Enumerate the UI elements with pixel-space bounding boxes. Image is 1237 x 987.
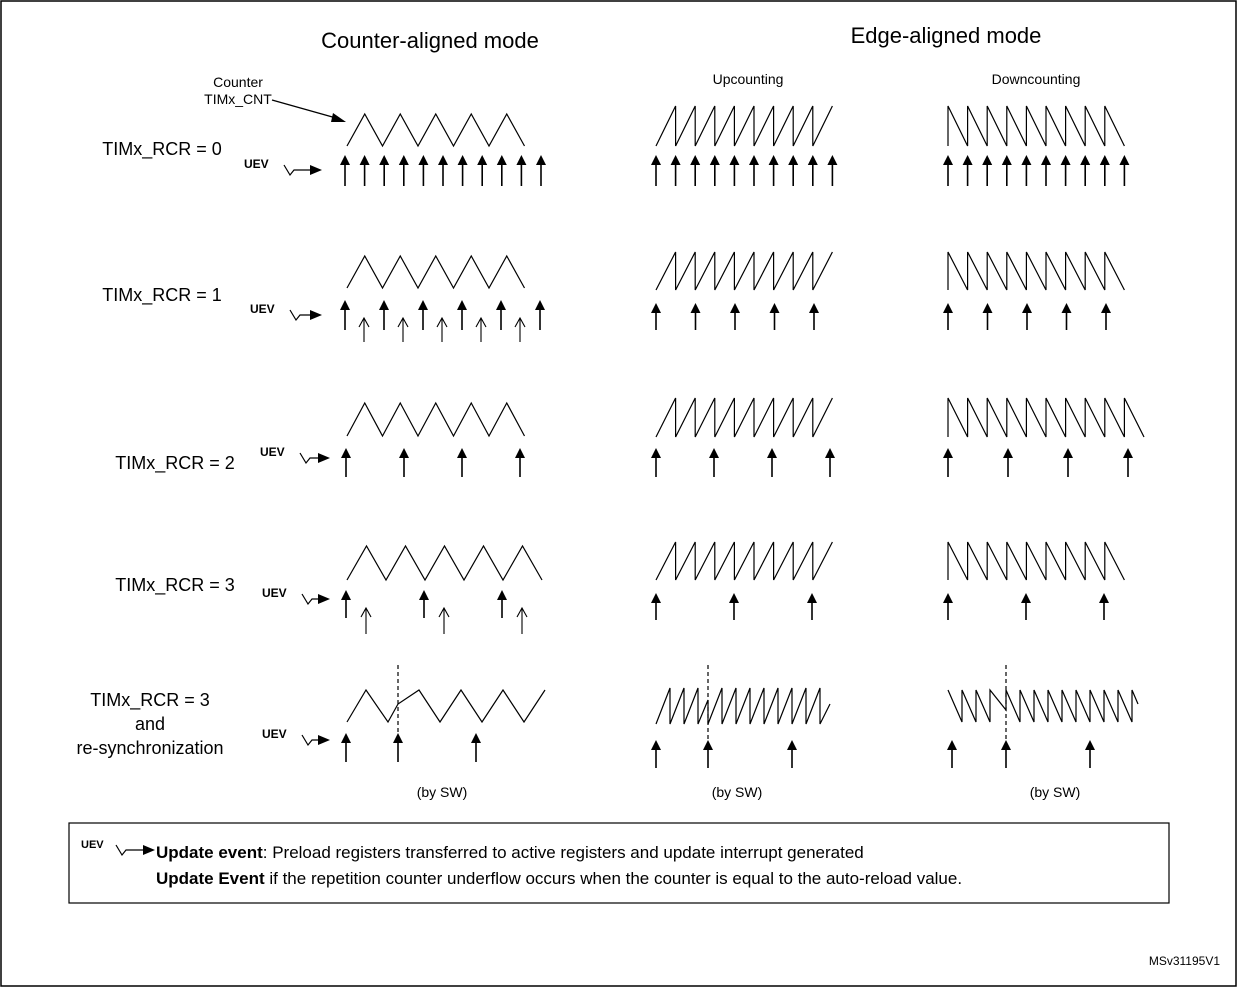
by-sw-label-up: (by SW) bbox=[711, 784, 763, 800]
uev-arrow-down-row0 bbox=[1041, 155, 1051, 186]
wave-up-row0 bbox=[656, 106, 832, 146]
wave-down-row0 bbox=[948, 106, 1124, 146]
uev-arrow-down-row3 bbox=[943, 593, 953, 620]
uev-arrow-up-row2 bbox=[767, 448, 777, 477]
uev-arrow-up-row0 bbox=[729, 155, 739, 186]
uev-arrow-center-row1 bbox=[457, 300, 467, 330]
uev-arrow-down-row1 bbox=[943, 303, 953, 330]
row-label-rcr1: TIMx_RCR = 1 bbox=[102, 285, 222, 305]
figure-id: MSv31195V1 bbox=[1148, 954, 1220, 968]
wave-center-row4 bbox=[347, 690, 545, 722]
uev-arrow-center-row1 bbox=[535, 300, 545, 330]
uev-arrow-up-row0 bbox=[710, 155, 720, 186]
uev-arrow-down-row4 bbox=[947, 740, 957, 768]
uev-arrow-up-row0 bbox=[788, 155, 798, 186]
wave-up-row3 bbox=[656, 542, 832, 580]
by-sw-label-down: (by SW) bbox=[1029, 784, 1081, 800]
counter-label-line2: TIMx_CNT bbox=[204, 91, 272, 107]
open-arrow-center-row1 bbox=[437, 318, 447, 342]
uev-arrow-center-row4 bbox=[341, 733, 351, 762]
counter-aligned-title: Counter-aligned mode bbox=[321, 28, 539, 53]
uev-arrow-down-row0 bbox=[1021, 155, 1031, 186]
uev-arrow-up-row0 bbox=[808, 155, 818, 186]
uev-arrow-down-row3 bbox=[1021, 593, 1031, 620]
uev-arrow-center-row1 bbox=[340, 300, 350, 330]
downcounting-title: Downcounting bbox=[991, 71, 1081, 87]
wave-up-row1 bbox=[656, 252, 832, 290]
uev-arrow-down-row1 bbox=[1022, 303, 1032, 330]
wave-up-row4 bbox=[656, 688, 830, 724]
svg-text:UEV: UEV bbox=[81, 839, 104, 851]
waveforms bbox=[347, 106, 1144, 724]
uev-arrow-up-row1 bbox=[651, 303, 661, 330]
wave-center-row2 bbox=[347, 403, 525, 436]
uev-arrow-center-row1 bbox=[496, 300, 506, 330]
uev-arrow-up-row2 bbox=[651, 448, 661, 477]
uev-arrow-center-row0 bbox=[340, 155, 350, 186]
wave-down-row1 bbox=[948, 252, 1124, 290]
svg-text:UEV: UEV bbox=[262, 727, 287, 741]
wave-center-row0 bbox=[347, 114, 525, 146]
uev-arrow-center-row0 bbox=[418, 155, 428, 186]
uev-arrow-center-row4 bbox=[471, 733, 481, 762]
uev-arrow-down-row0 bbox=[1002, 155, 1012, 186]
uev-arrow-center-row2 bbox=[515, 448, 525, 477]
uev-arrow-center-row2 bbox=[399, 448, 409, 477]
uev-arrow-down-row3 bbox=[1099, 593, 1109, 620]
edge-aligned-title: Edge-aligned mode bbox=[850, 23, 1042, 48]
uev-marker-row1 bbox=[250, 302, 322, 320]
uev-arrow-down-row0 bbox=[1061, 155, 1071, 186]
uev-arrow-center-row0 bbox=[477, 155, 487, 186]
uev-marker-row4 bbox=[262, 727, 330, 745]
row-label-rcr2: TIMx_RCR = 2 bbox=[115, 453, 235, 473]
row-label-rcr0: TIMx_RCR = 0 bbox=[102, 139, 222, 159]
counter-label-line1: Counter bbox=[213, 74, 263, 90]
uev-arrow-center-row0 bbox=[438, 155, 448, 186]
uev-arrow-down-row0 bbox=[963, 155, 973, 186]
svg-text:UEV: UEV bbox=[262, 586, 287, 600]
uev-arrow-up-row0 bbox=[651, 155, 661, 186]
uev-marker-row3 bbox=[262, 586, 330, 604]
uev-arrow-down-row1 bbox=[1101, 303, 1111, 330]
open-arrow-center-row3 bbox=[517, 608, 527, 634]
uev-arrow-center-row0 bbox=[516, 155, 526, 186]
uev-arrow-center-row3 bbox=[497, 590, 507, 618]
by-sw-label-center: (by SW) bbox=[416, 784, 468, 800]
uev-arrow-center-row0 bbox=[399, 155, 409, 186]
uev-arrow-down-row0 bbox=[1100, 155, 1110, 186]
counter-pointer-line bbox=[272, 100, 336, 118]
uev-arrow-center-row3 bbox=[419, 590, 429, 618]
uev-arrow-center-row2 bbox=[457, 448, 467, 477]
uev-arrow-up-row1 bbox=[691, 303, 701, 330]
wave-up-row2 bbox=[656, 398, 832, 437]
uev-arrow-down-row2 bbox=[1063, 448, 1073, 477]
uev-marker-row2 bbox=[260, 445, 330, 463]
wave-down-row4 bbox=[948, 690, 1138, 722]
uev-arrow-up-row0 bbox=[769, 155, 779, 186]
uev-arrow-center-row2 bbox=[341, 448, 351, 477]
legend-line1: Update event: Preload registers transferred to active registers and update interrupt generated bbox=[156, 843, 864, 862]
open-arrow-center-row1 bbox=[398, 318, 408, 342]
uev-arrow-down-row4 bbox=[1085, 740, 1095, 768]
legend-line2: Update Event if the repetition counter underflow occurs when the counter is equal to the auto-reload value. bbox=[156, 869, 963, 888]
uev-arrow-center-row0 bbox=[497, 155, 507, 186]
uev-arrow-center-row0 bbox=[379, 155, 389, 186]
svg-text:UEV: UEV bbox=[250, 302, 275, 316]
open-arrow-center-row1 bbox=[515, 318, 525, 342]
uev-arrow-up-row2 bbox=[709, 448, 719, 477]
uev-arrow-down-row0 bbox=[982, 155, 992, 186]
open-arrow-center-row1 bbox=[476, 318, 486, 342]
uev-arrow-up-row2 bbox=[825, 448, 835, 477]
uev-arrow-center-row0 bbox=[536, 155, 546, 186]
uev-arrow-down-row4 bbox=[1001, 740, 1011, 768]
row-label-rcr3-resync-2: and bbox=[134, 714, 166, 734]
uev-arrow-up-row0 bbox=[749, 155, 759, 186]
legend-box bbox=[69, 823, 1169, 903]
uev-arrow-down-row1 bbox=[983, 303, 993, 330]
open-arrow-center-row3 bbox=[439, 608, 449, 634]
wave-down-row2 bbox=[948, 398, 1144, 437]
uev-marker-row0 bbox=[244, 157, 322, 175]
wave-center-row3 bbox=[347, 546, 542, 580]
uev-arrow-down-row0 bbox=[943, 155, 953, 186]
svg-text:UEV: UEV bbox=[260, 445, 285, 459]
uev-arrow-up-row4 bbox=[703, 740, 713, 768]
counter-pointer-head bbox=[331, 113, 346, 122]
row-label-rcr3-resync-3: re-synchronization bbox=[76, 738, 224, 758]
row-label-rcr3: TIMx_RCR = 3 bbox=[115, 575, 235, 595]
uev-arrow-down-row2 bbox=[1003, 448, 1013, 477]
uev-arrow-center-row1 bbox=[379, 300, 389, 330]
uev-arrow-up-row0 bbox=[671, 155, 681, 186]
uev-arrow-up-row3 bbox=[651, 593, 661, 620]
uev-arrow-down-row1 bbox=[1062, 303, 1072, 330]
uev-arrow-up-row1 bbox=[730, 303, 740, 330]
update-event-arrows bbox=[340, 155, 1133, 768]
uev-arrow-up-row4 bbox=[787, 740, 797, 768]
uev-arrow-center-row1 bbox=[418, 300, 428, 330]
uev-arrow-up-row1 bbox=[770, 303, 780, 330]
uev-arrow-center-row0 bbox=[458, 155, 468, 186]
uev-arrow-center-row0 bbox=[360, 155, 370, 186]
legend-uev-symbol bbox=[81, 839, 155, 855]
open-arrow-center-row3 bbox=[361, 608, 371, 634]
uev-arrow-up-row0 bbox=[690, 155, 700, 186]
uev-arrow-up-row0 bbox=[827, 155, 837, 186]
uev-arrow-down-row0 bbox=[1119, 155, 1129, 186]
row-label-rcr3-resync-1: TIMx_RCR = 3 bbox=[90, 690, 210, 710]
uev-arrow-down-row0 bbox=[1080, 155, 1090, 186]
uev-arrow-center-row3 bbox=[341, 590, 351, 618]
open-arrow-center-row1 bbox=[359, 318, 369, 342]
wave-down-row3 bbox=[948, 542, 1124, 580]
uev-arrow-up-row1 bbox=[809, 303, 819, 330]
uev-arrow-down-row2 bbox=[943, 448, 953, 477]
upcounting-title: Upcounting bbox=[712, 71, 784, 87]
uev-arrow-up-row3 bbox=[807, 593, 817, 620]
svg-text:UEV: UEV bbox=[244, 157, 269, 171]
wave-center-row1 bbox=[347, 256, 525, 288]
uev-arrow-up-row4 bbox=[651, 740, 661, 768]
uev-arrow-down-row2 bbox=[1123, 448, 1133, 477]
uev-arrow-up-row3 bbox=[729, 593, 739, 620]
